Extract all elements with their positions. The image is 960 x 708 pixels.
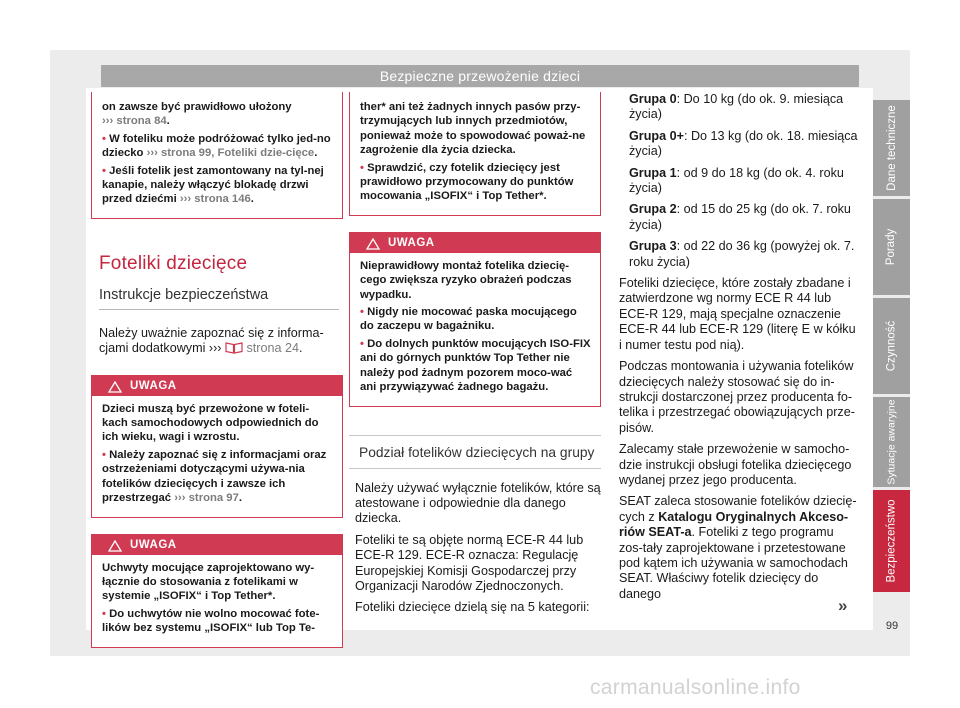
- warning-text: • Sprawdzić, czy fotelik dziecięcy jest prawidłowo przymocowany do punktów mocowania „ISOFIX“ i Top Tether*.: [360, 161, 574, 203]
- paragraph: Podczas montowania i używania fotelików dziecięcych należy stosować się do in-strukcji dostarczonej przez producenta fo-telika i przestrzegać obowiązujących prze-pisów.: [619, 359, 855, 435]
- warning-text: • W foteliku może podróżować tylko jed-no dziecko ››› strona 99, Foteliki dzie-cięce.: [102, 132, 331, 160]
- paragraph: Foteliki dziecięce dzielą się na 5 kategorii:: [355, 600, 590, 615]
- warning-triangle-icon: [108, 539, 122, 551]
- tab-porady[interactable]: [873, 199, 910, 295]
- warning-triangle-icon: [366, 237, 380, 249]
- body-text: [349, 481, 601, 616]
- warning-header: [350, 233, 600, 253]
- warning-label: UWAGA: [388, 236, 435, 249]
- body-text: [607, 276, 857, 602]
- page-header: Bezpieczne przewożenie dzieci: [101, 65, 859, 87]
- warning-triangle-icon: [108, 380, 122, 392]
- warning-text: ther* ani też żadnych innych pasów przy-trzymujących lub innych przedmiotów, ponieważ może to spowodować poważ-ne zagrożenie dla życia dziecka.: [360, 101, 586, 157]
- page-link[interactable]: strona 24: [242, 341, 299, 356]
- warning-text: • Do dolnych punktów mocujących ISO-FIX ani do górnych punktów Top Tether nie należy pod żadnym pozorem moco-wać ani przywiązywać żadnego bagażu.: [360, 337, 591, 394]
- paragraph: Foteliki dziecięce, które zostały zbadane i zatwierdzone wg normy ECE R 44 lub ECE-R 129, mają specjalne oznaczenie ECE-R 44 lub ECE-R 129 (literę E w kółku i numer testu pod nią).: [619, 276, 856, 352]
- warning-box: [91, 534, 343, 648]
- list-item: Grupa 0: Do 10 kg (do ok. 9. miesiąca życia): [629, 92, 844, 122]
- tab-label: Czynność: [885, 320, 898, 372]
- list-item: Grupa 0+: Do 13 kg (do ok. 18. miesiąca życia): [629, 128, 858, 159]
- tab-czynnosc[interactable]: [873, 298, 910, 394]
- list-item: Grupa 1: od 9 do 18 kg (do ok. 4. roku życia): [629, 165, 844, 196]
- warning-text: Uchwyty mocujące zaprojektowano wy-łącznie do stosowania z fotelikami w systemie „ISOFIX“ i Top Tether*.: [102, 561, 315, 603]
- warning-label: UWAGA: [130, 538, 177, 551]
- column-left: [91, 92, 343, 648]
- warning-text: Dzieci muszą być przewożone w foteli-kach samochodowych odpowiednich do ich wieku, wagi i wzrostu.: [102, 402, 319, 444]
- warning-text: • Jeśli fotelik jest zamontowany na tyl-nej kanapie, należy włączyć blokadę drzwi przed dziećmi ››› strona 146.: [102, 164, 324, 206]
- tab-bezpieczenstwo[interactable]: [873, 490, 910, 592]
- tab-dane-techniczne[interactable]: [873, 100, 910, 196]
- watermark: carmanualsonline.info: [590, 676, 801, 699]
- paragraph: Foteliki te są objęte normą ECE-R 44 lub ECE-R 129. ECE-R oznacza: Regulację Europejskiej Komisji Gospodarczej przy Organizacji Narodów Zjednoczonych.: [355, 532, 584, 593]
- section-title: Foteliki dziecięce: [99, 252, 248, 274]
- warning-text: • Należy zapoznać się z informacjami oraz ostrzeżeniami dotyczącymi używa-nia fotelików dziecięcych i zawsze ich przestrzegać ››› strona 97.: [102, 448, 327, 505]
- warning-box: [91, 375, 343, 518]
- warning-box-continued: [349, 92, 601, 216]
- continue-arrow-icon: »: [838, 596, 848, 615]
- section-subtitle: Instrukcje bezpieczeństwa: [99, 286, 269, 303]
- warning-text: Nieprawidłowy montaż fotelika dziecię-cego zwiększa ryzyko obrażeń podczas wypadku.: [360, 259, 572, 301]
- warning-header: [92, 535, 342, 555]
- paragraph: Zalecamy stałe przewożenie w samocho-dzie instrukcji obsługi fotelika dziecięcego wydanej przez jego producenta.: [619, 442, 852, 487]
- book-icon: [225, 341, 243, 358]
- tab-label: Bezpieczeństwo: [885, 499, 898, 583]
- list-item: Grupa 2: od 15 do 25 kg (do ok. 7. roku życia): [629, 202, 851, 232]
- tab-label: Sytuacje awaryjne: [885, 399, 898, 485]
- warning-label: UWAGA: [130, 379, 177, 392]
- warning-box: [349, 232, 601, 407]
- divider: [99, 309, 339, 310]
- warning-text: on zawsze być prawidłowo ułożony ››› strona 84.: [102, 101, 292, 128]
- column-middle: [349, 92, 601, 622]
- warning-text: • Do uchwytów nie wolno mocować fote-lików bez systemu „ISOFIX“ lub Top Te-: [102, 607, 320, 635]
- column-right: [607, 92, 862, 608]
- intro-paragraph: Należy uważnie zapoznać się z informa-cjami dodatkowymi ››› strona 24.: [91, 326, 343, 359]
- page-link[interactable]: ››› strona 146: [179, 193, 251, 206]
- warning-header: [92, 376, 342, 396]
- page-number: 99: [885, 620, 899, 632]
- group-list: [607, 92, 862, 270]
- subsection-title: Podział fotelików dziecięcych na grupy: [349, 435, 601, 469]
- tab-label: Porady: [885, 228, 898, 266]
- tab-label: Dane techniczne: [885, 105, 898, 191]
- list-item: Grupa 3: od 22 do 36 kg (powyżej ok. 7. roku życia): [629, 239, 855, 269]
- page-link[interactable]: ››› strona 97: [174, 492, 239, 505]
- paragraph: SEAT zaleca stosowanie fotelików dziecię-cych z Katalogu Oryginalnych Akceso-riów SEAT-a. Foteliki z tego programu zos-tały zaprojektowane i przetestowane pod kątem ich używania w samochodach SEAT. Właściwy fotelik dziecięcy do danego: [619, 494, 857, 601]
- warning-text: • Nigdy nie mocować paska mocującego do zaczepu w bagażniku.: [360, 306, 577, 333]
- page-link[interactable]: ››› strona 84: [102, 115, 167, 128]
- paragraph: Należy używać wyłącznie fotelików, które są atestowane i odpowiednie dla danego dziecka.: [355, 480, 601, 526]
- page-link[interactable]: ››› strona 99, Foteliki dzie-cięce: [146, 147, 315, 160]
- tab-sytuacje-awaryjne[interactable]: [873, 397, 910, 487]
- warning-box-continued: [91, 92, 343, 219]
